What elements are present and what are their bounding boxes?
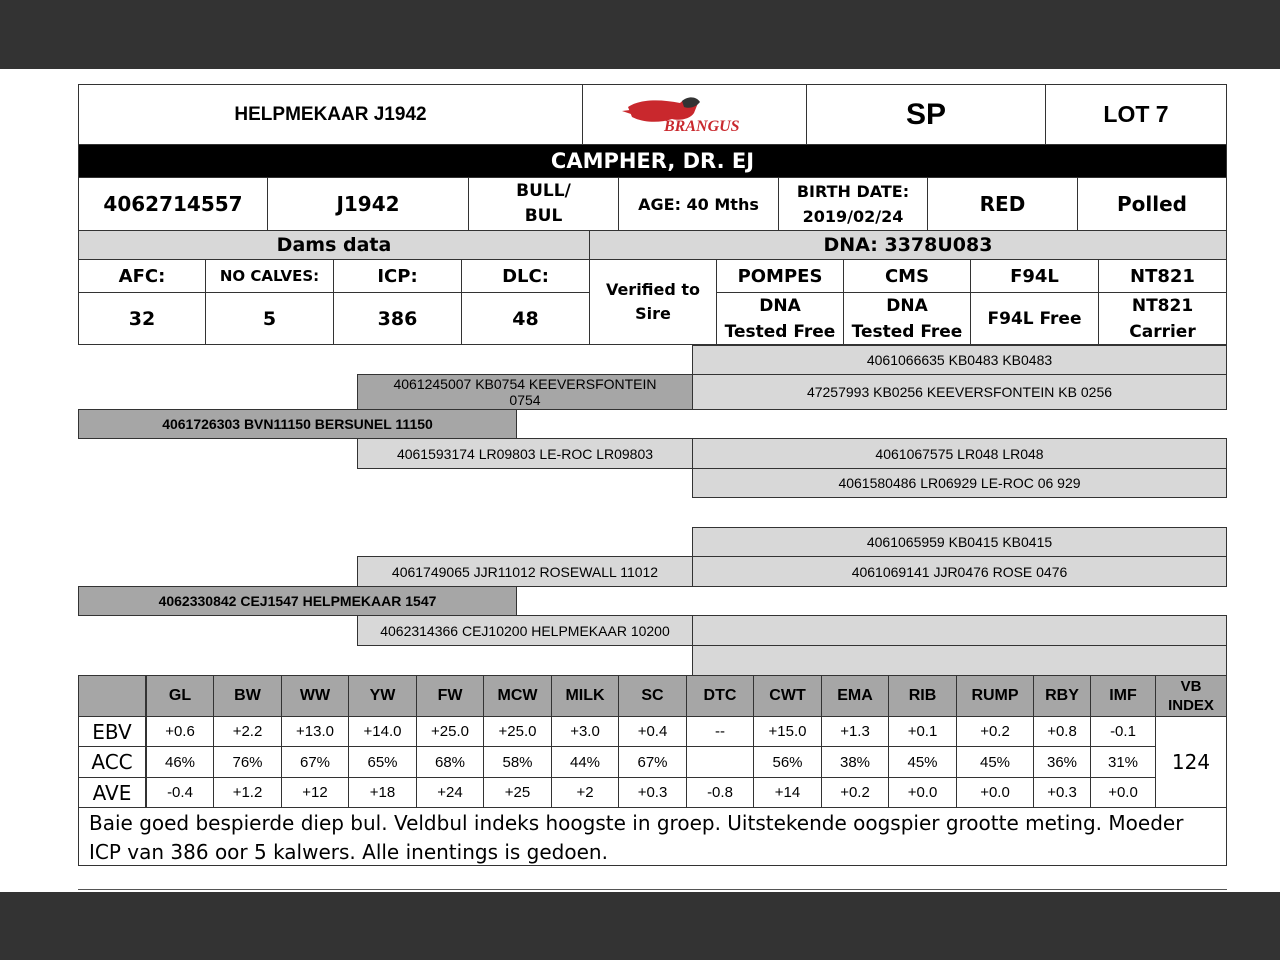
ebv-header-rump: RUMP xyxy=(956,675,1034,717)
pedigree-great-granddam-1: 47257993 KB0256 KEEVERSFONTEIN KB 0256 xyxy=(692,374,1227,410)
afc-value: 32 xyxy=(78,292,206,345)
ebv-cell: +13.0 xyxy=(281,716,349,747)
ebv-row-label-acc: ACC xyxy=(78,746,146,778)
ebv-cell: +2.2 xyxy=(213,716,282,747)
ebv-header-gl: GL xyxy=(146,675,214,717)
ebv-cell: +0.2 xyxy=(956,716,1034,747)
animal-id: 4062714557 xyxy=(78,177,268,231)
ebv-cell: +0.3 xyxy=(1033,777,1091,808)
pedigree-grandsire-1: 4061245007 KB0754 KEEVERSFONTEIN 0754 xyxy=(357,374,693,410)
ebv-header-rby: RBY xyxy=(1033,675,1091,717)
pedigree-great-grandsire-3: 4061065959 KB0415 KB0415 xyxy=(692,527,1227,557)
ebv-cell: +0.0 xyxy=(888,777,957,808)
dlc-value: 48 xyxy=(461,292,590,345)
pompes-result xyxy=(716,292,844,345)
ebv-header-ema: EMA xyxy=(821,675,889,717)
ebv-header-cwt: CWT xyxy=(753,675,822,717)
ebv-row-label-ebv: EBV xyxy=(78,716,146,747)
pedigree-granddam-1: 4061593174 LR09803 LE-ROC LR09803 xyxy=(357,438,693,469)
f94l-result: F94L Free xyxy=(970,292,1099,345)
cms-result-line-1: DNA xyxy=(886,295,928,316)
verified-to-sire: Verified to Sire xyxy=(589,259,717,345)
ebv-cell: +14.0 xyxy=(348,716,417,747)
ebv-cell: -- xyxy=(686,716,754,747)
vb-index-header xyxy=(1155,675,1227,717)
ebv-cell: +0.6 xyxy=(146,716,214,747)
ebv-cell: 76% xyxy=(213,746,282,778)
nt821-header: NT821 xyxy=(1098,259,1227,293)
ebv-cell: 65% xyxy=(348,746,417,778)
ebv-header-dtc: DTC xyxy=(686,675,754,717)
ebv-cell: +1.3 xyxy=(821,716,889,747)
dams-data-title: Dams data xyxy=(78,230,590,260)
top-dark-band xyxy=(0,0,1280,69)
ebv-header-fw: FW xyxy=(416,675,484,717)
ebv-cell: +2 xyxy=(551,777,619,808)
owner-bar: CAMPHER, DR. EJ xyxy=(78,144,1227,178)
ebv-cell: 45% xyxy=(956,746,1034,778)
ebv-cell: 38% xyxy=(821,746,889,778)
pompes-result-line-1: DNA xyxy=(759,295,801,316)
ebv-header-yw: YW xyxy=(348,675,417,717)
ebv-row-label-ave: AVE xyxy=(78,777,146,808)
birth-date-value: 2019/02/24 xyxy=(802,207,904,226)
ebv-cell: +0.4 xyxy=(618,716,687,747)
vb-index-header-line-1: VB xyxy=(1180,678,1202,695)
ebv-cell: +24 xyxy=(416,777,484,808)
ebv-cell: +25 xyxy=(483,777,552,808)
nt821-result-line-1: NT821 xyxy=(1131,295,1194,316)
pedigree-great-grandsire-4-empty xyxy=(692,615,1227,646)
ebv-cell: 67% xyxy=(281,746,349,778)
ebv-cell: -0.8 xyxy=(686,777,754,808)
icp-value: 386 xyxy=(333,292,462,345)
ebv-cell: 58% xyxy=(483,746,552,778)
age-cell: AGE: 40 Mths xyxy=(618,177,779,231)
ebv-header-rib: RIB xyxy=(888,675,957,717)
ebv-cell: +3.0 xyxy=(551,716,619,747)
ebv-cell: 67% xyxy=(618,746,687,778)
ebv-cell: 36% xyxy=(1033,746,1091,778)
pedigree-dam: 4062330842 CEJ1547 HELPMEKAAR 1547 xyxy=(78,586,517,616)
pedigree-great-granddam-3: 4061069141 JJR0476 ROSE 0476 xyxy=(692,556,1227,587)
ebv-header-mcw: MCW xyxy=(483,675,552,717)
nt821-result xyxy=(1098,292,1227,345)
ebv-cell: -0.4 xyxy=(146,777,214,808)
ebv-header-imf: IMF xyxy=(1090,675,1156,717)
ebv-cell: +1.2 xyxy=(213,777,282,808)
ebv-cell: 46% xyxy=(146,746,214,778)
ebv-header-ww: WW xyxy=(281,675,349,717)
pedigree-granddam-2: 4062314366 CEJ10200 HELPMEKAAR 10200 xyxy=(357,615,693,646)
ebv-cell: +12 xyxy=(281,777,349,808)
ebv-cell: +0.8 xyxy=(1033,716,1091,747)
animal-name: HELPMEKAAR J1942 xyxy=(78,84,583,145)
cms-header: CMS xyxy=(843,259,971,293)
pedigree-great-grandsire-2: 4061067575 LR048 LR048 xyxy=(692,438,1227,469)
sp-label: SP xyxy=(806,84,1046,145)
pedigree-great-granddam-4-empty xyxy=(692,645,1227,676)
ebv-cell: 56% xyxy=(753,746,822,778)
f94l-header: F94L xyxy=(970,259,1099,293)
ebv-header-milk: MILK xyxy=(551,675,619,717)
sex-line-2: BUL xyxy=(524,206,563,226)
ebv-cell: +0.0 xyxy=(1090,777,1156,808)
sex-line-1: BULL/ xyxy=(516,181,571,201)
vb-index-value: 124 xyxy=(1155,716,1227,808)
logo-text: BRANGUS xyxy=(663,117,740,135)
birth-date-label: BIRTH DATE: xyxy=(796,182,910,201)
dlc-header: DLC: xyxy=(461,259,590,293)
icp-header: ICP: xyxy=(333,259,462,293)
ebv-cell: 31% xyxy=(1090,746,1156,778)
ebv-cell: 44% xyxy=(551,746,619,778)
pompes-header: POMPES xyxy=(716,259,844,293)
ebv-cell: +0.3 xyxy=(618,777,687,808)
ebv-cell: +18 xyxy=(348,777,417,808)
no-calves-value: 5 xyxy=(205,292,334,345)
ebv-cell: -0.1 xyxy=(1090,716,1156,747)
ebv-corner xyxy=(78,675,146,717)
horn-cell: Polled xyxy=(1077,177,1227,231)
pedigree-great-grandsire-1: 4061066635 KB0483 KB0483 xyxy=(692,345,1227,375)
ebv-header-bw: BW xyxy=(213,675,282,717)
pedigree-great-granddam-2: 4061580486 LR06929 LE-ROC 06 929 xyxy=(692,468,1227,498)
bull-logo-icon xyxy=(620,93,770,137)
pedigree-sire: 4061726303 BVN11150 BERSUNEL 11150 xyxy=(78,409,517,439)
ebv-cell: +14 xyxy=(753,777,822,808)
bottom-rule xyxy=(78,889,1227,890)
ebv-cell: +0.0 xyxy=(956,777,1034,808)
pedigree-grandsire-2: 4061749065 JJR11012 ROSEWALL 11012 xyxy=(357,556,693,587)
ebv-cell: +25.0 xyxy=(483,716,552,747)
ebv-header-sc: SC xyxy=(618,675,687,717)
afc-header: AFC: xyxy=(78,259,206,293)
pompes-result-line-2: Tested Free xyxy=(724,321,836,342)
comment-box: Baie goed bespierde diep bul. Veldbul indeks hoogste in groep. Uitstekende oogspier grootte meting. Moeder ICP van 386 oor 5 kalwers. Alle inentings is gedoen. xyxy=(78,807,1227,866)
ebv-cell: +0.1 xyxy=(888,716,957,747)
brangus-logo xyxy=(582,84,807,145)
colour-cell: RED xyxy=(927,177,1078,231)
bottom-dark-band xyxy=(0,892,1280,960)
animal-code: J1942 xyxy=(267,177,469,231)
vb-index-header-line-2: INDEX xyxy=(1168,697,1214,714)
dna-title: DNA: 3378U083 xyxy=(589,230,1227,260)
ebv-cell xyxy=(686,746,754,778)
no-calves-header: NO CALVES: xyxy=(205,259,334,293)
cms-result xyxy=(843,292,971,345)
sex-cell xyxy=(468,177,619,231)
nt821-result-line-2: Carrier xyxy=(1129,321,1196,342)
ebv-cell: +15.0 xyxy=(753,716,822,747)
ebv-cell: +0.2 xyxy=(821,777,889,808)
birth-date-cell xyxy=(778,177,928,231)
lot-label: LOT 7 xyxy=(1045,84,1227,145)
cms-result-line-2: Tested Free xyxy=(851,321,963,342)
ebv-cell: +25.0 xyxy=(416,716,484,747)
ebv-cell: 45% xyxy=(888,746,957,778)
ebv-cell: 68% xyxy=(416,746,484,778)
